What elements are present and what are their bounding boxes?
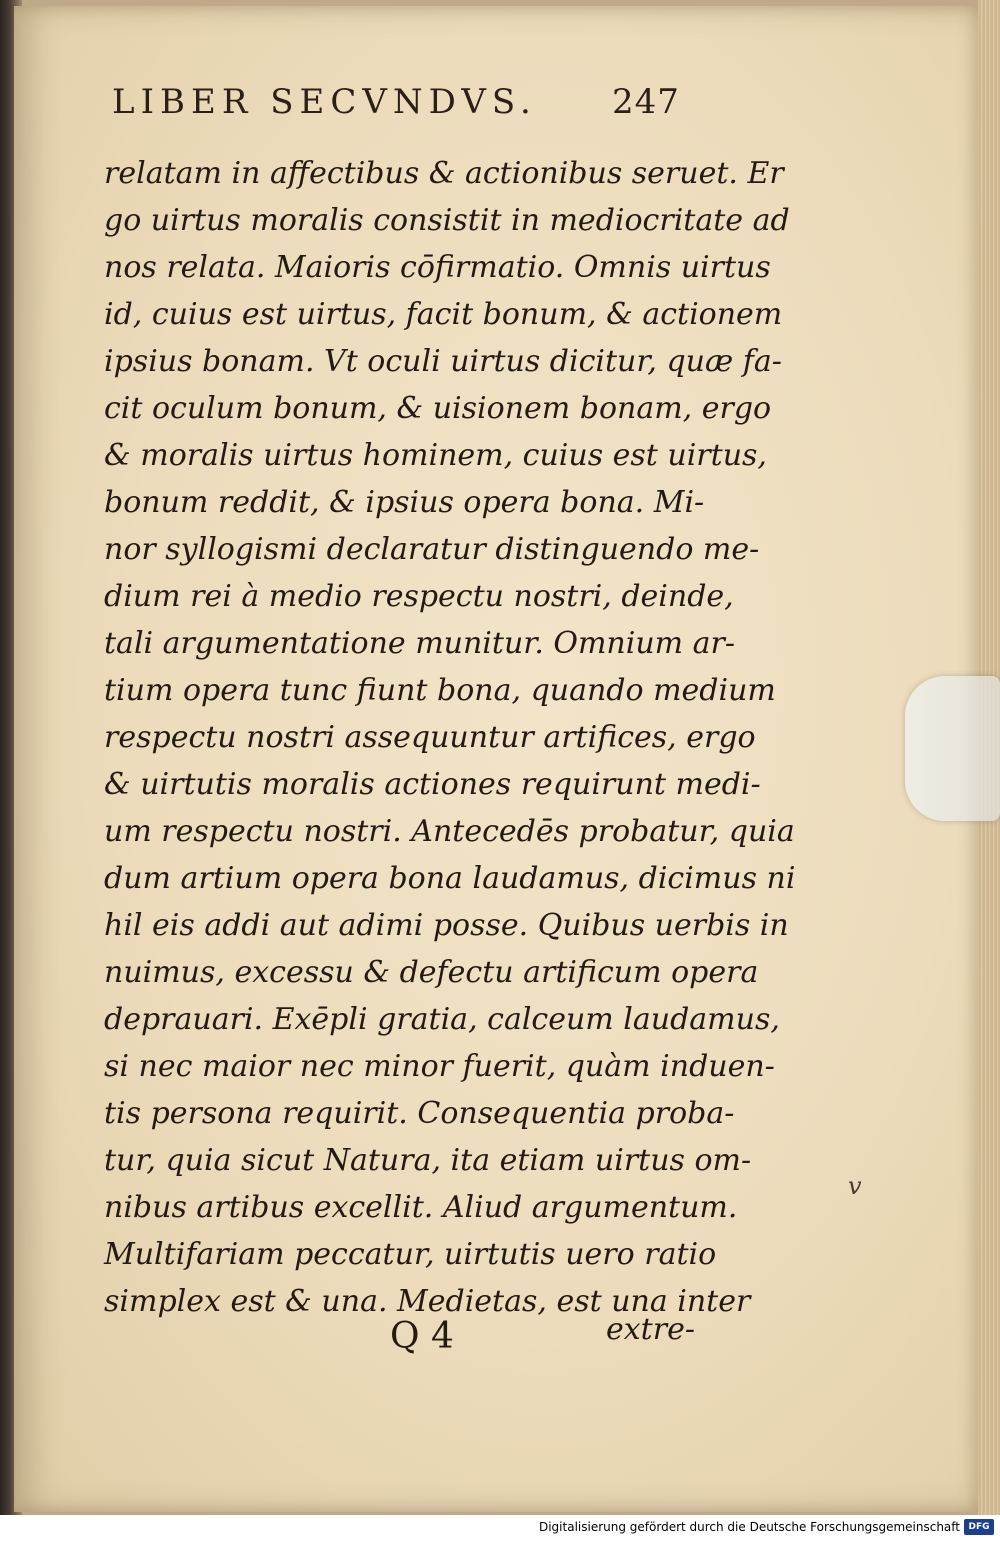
- text-line: nibus artibus excellit. Aliud argumentum.: [104, 1190, 738, 1225]
- text-line: nuimus, excessu & defectu artificum opera: [104, 955, 759, 990]
- running-title: LIBER SECVNDVS.: [112, 82, 537, 122]
- text-line: simplex est & una. Medietas, est una inter: [104, 1284, 751, 1319]
- text-line: tium opera tunc fiunt bona, quando medium: [104, 673, 776, 708]
- margin-mark: v: [848, 1172, 862, 1200]
- text-line: deprauari. Exēpli gratia, calceum laudamus,: [104, 1002, 780, 1037]
- text-line: bonum reddit, & ipsius opera bona. Mi-: [104, 485, 705, 520]
- page-number: 247: [612, 82, 680, 122]
- text-line: & moralis uirtus hominem, cuius est uirtus,: [104, 438, 767, 473]
- text-line: relatam in affectibus & actionibus seruet. Er: [104, 156, 784, 191]
- text-line: si nec maior nec minor fuerit, quàm induen-: [104, 1049, 775, 1084]
- text-line: tali argumentatione munitur. Omnium ar-: [104, 626, 736, 661]
- page-header: [112, 82, 712, 122]
- text-line: go uirtus moralis consistit in mediocritate ad: [104, 203, 790, 238]
- digitization-footer: [0, 1515, 1000, 1541]
- text-line: Multifariam peccatur, uirtutis uero ratio: [104, 1237, 717, 1272]
- text-line: um respectu nostri. Antecedēs probatur, quia: [104, 814, 795, 849]
- text-line: cit oculum bonum, & uisionem bonam, ergo: [104, 391, 772, 426]
- footer-credit: Digitalisierung gefördert durch die Deutsche Forschungsgemeinschaft: [538, 1520, 960, 1534]
- text-line: nos relata. Maioris cōfirmatio. Omnis uirtus: [104, 250, 771, 285]
- text-line: nor syllogismi declaratur distinguendo me-: [104, 532, 760, 567]
- text-line: respectu nostri assequuntur artifices, ergo: [104, 720, 756, 755]
- bookmark-clip: [905, 676, 1000, 821]
- catchword: extre-: [606, 1312, 695, 1347]
- text-line: & uirtutis moralis actiones requirunt medi-: [104, 767, 761, 802]
- text-line: hil eis addi aut adimi posse. Quibus uerbis in: [104, 908, 789, 943]
- text-line: ipsius bonam. Vt oculi uirtus dicitur, quæ fa-: [104, 344, 782, 379]
- text-line: id, cuius est uirtus, facit bonum, & actionem: [104, 297, 783, 332]
- text-line: tis persona requirit. Consequentia proba-: [104, 1096, 735, 1131]
- signature-mark: Q 4: [390, 1316, 454, 1357]
- text-line: tur, quia sicut Natura, ita etiam uirtus om-: [104, 1143, 752, 1178]
- dfg-logo-icon: DFG: [964, 1519, 994, 1535]
- text-line: dium rei à medio respectu nostri, deinde,: [104, 579, 734, 614]
- body-text: [104, 150, 796, 1325]
- text-line: dum artium opera bona laudamus, dicimus ni: [104, 861, 796, 896]
